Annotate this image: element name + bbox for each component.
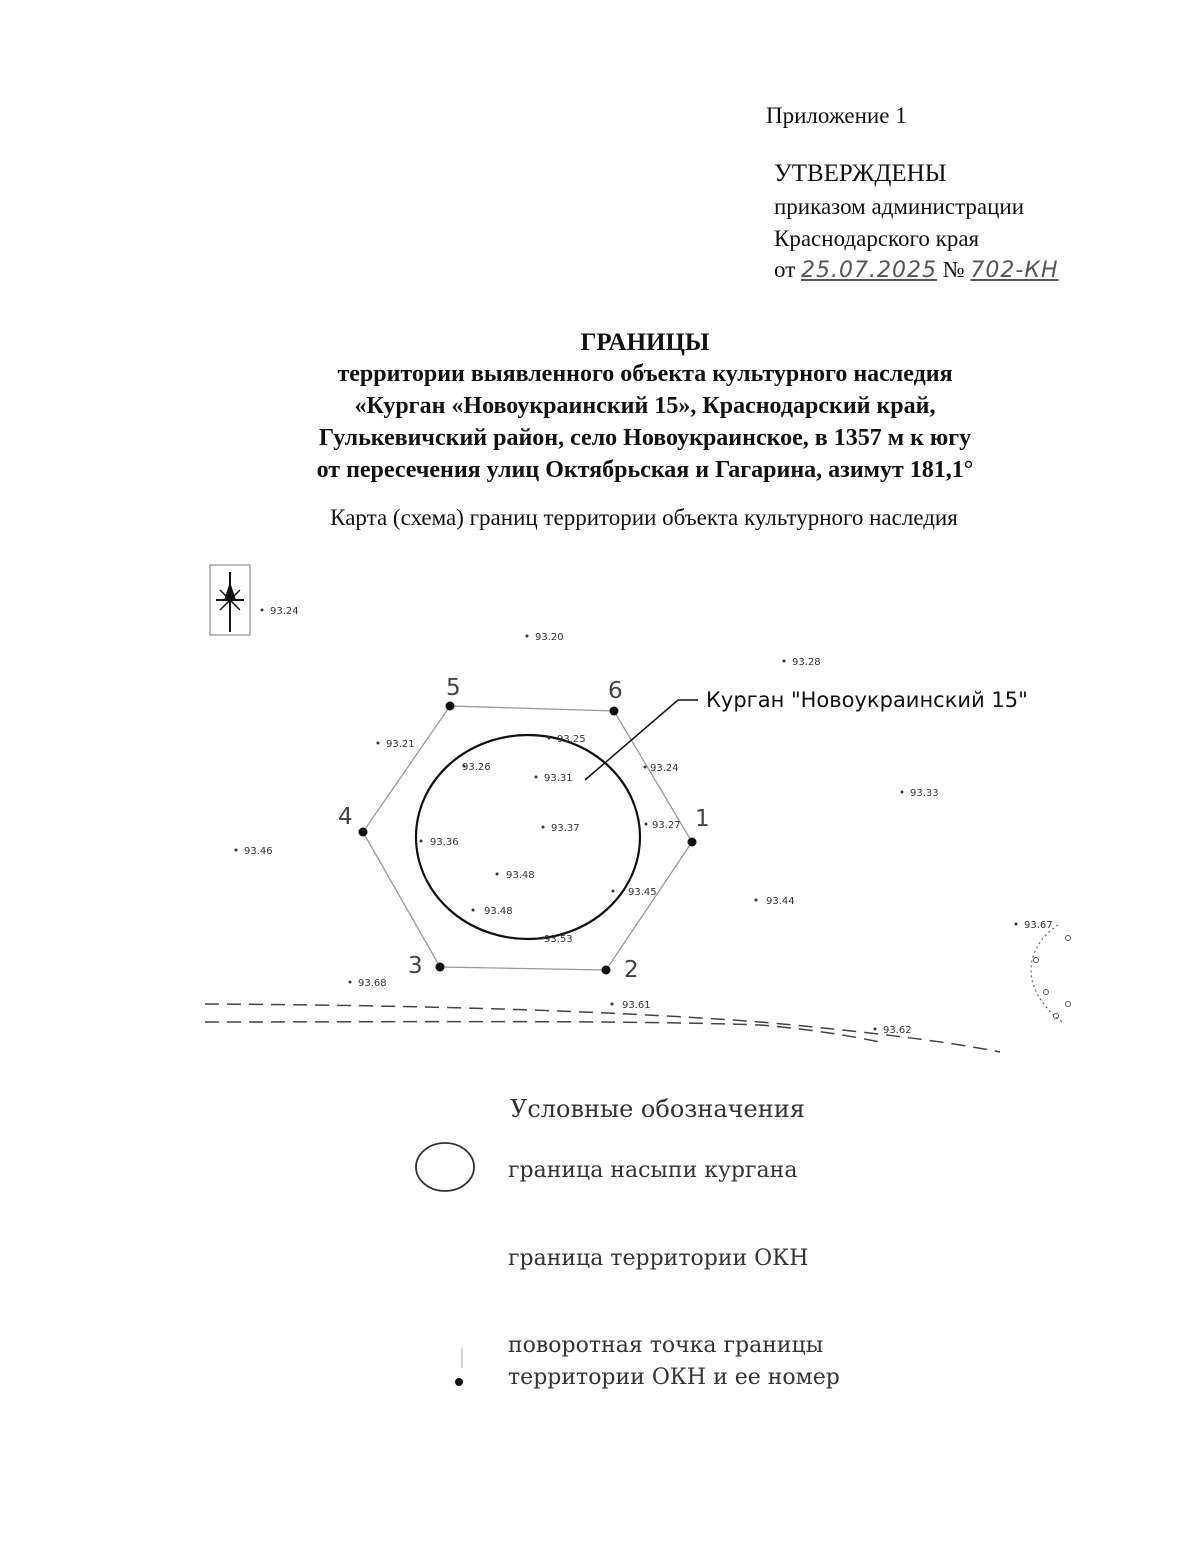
point-label-3: 3 [408,953,423,979]
order-number: 702-КН [970,257,1059,283]
road-lines [205,1004,1000,1052]
turn-point-4 [359,828,368,837]
elevation-mark: 93.25 [557,734,586,745]
turn-point-1 [688,838,697,847]
point-label-6: 6 [608,678,623,704]
point-label-4: 4 [338,804,353,830]
dotted-arc [1031,925,1062,1022]
elevation-mark: 93.48 [506,870,535,881]
approval-block [766,100,1059,286]
title-line-2: «Курган «Новоукраинский 15», Краснодарский край, [354,393,936,420]
elevation-mark: 93.46 [244,846,273,857]
point-label-2: 2 [624,957,639,983]
approved-label: УТВЕРЖДЕНЫ [774,160,947,188]
elevation-mark: 93.67 [1024,920,1053,931]
document-title [0,326,1200,487]
turn-point-2 [602,966,611,975]
turn-point-3 [436,963,445,972]
elevation-mark: 93.26 [462,762,491,773]
elevation-mark: 93.68 [358,978,387,989]
kurgan-label: Курган "Новоукраинский 15" [706,688,1028,712]
legend-turn-point-line-2: территории ОКН и ее номер [508,1364,840,1390]
point-label-5: 5 [446,675,461,701]
boundary-map [200,560,1080,1070]
elevation-mark: 93.28 [792,657,821,668]
order-date: 25.07.2025 [801,257,937,283]
elevation-mark: 93.53 [544,934,573,945]
elevation-mark: 93.61 [622,1000,651,1011]
legend-title: Условные обозначения [510,1095,805,1123]
elevation-mark: 93.62 [883,1025,912,1036]
title-line-3: Гулькевичский район, село Новоукраинское, в 1357 м к югу [318,425,972,452]
legend-mound-label: граница насыпи кургана [508,1158,798,1183]
legend-turn-point-line-1: поворотная точка границы [508,1333,824,1358]
point-label-1: 1 [695,806,710,832]
elevation-mark: 93.45 [628,887,657,898]
elevation-mark: 93.31 [544,773,573,784]
elevation-mark: 93.33 [910,788,939,799]
elevation-points [235,606,1053,1036]
from-prefix: от [774,256,796,282]
legend-mound-symbol [412,1140,478,1194]
legend-turn-point-symbol [448,1346,470,1394]
north-arrow-icon [210,565,250,635]
elevation-mark: 93.44 [766,896,795,907]
arc-circles [1034,936,1071,1019]
turn-point-6 [610,707,619,716]
map-subtitle: Карта (схема) границ территории объекта культурного наследия [330,505,958,530]
elevation-mark: 93.24 [270,606,299,617]
elevation-mark: 93.20 [535,632,564,643]
legend-territory-label: граница территории ОКН [508,1246,809,1271]
legend-turn-point-label [508,1330,840,1394]
title-heading: ГРАНИЦЫ [580,329,710,356]
elevation-mark: 93.36 [430,837,459,848]
elevation-mark: 93.48 [484,906,513,917]
elevation-mark: 93.21 [386,739,415,750]
title-line-4: от пересечения улиц Октябрьская и Гагарина, азимут 181,1° [316,456,974,483]
elevation-mark: 93.24 [650,763,679,774]
appendix-label: Приложение 1 [766,103,907,128]
number-sign: № [942,256,965,282]
elevation-mark: 93.37 [551,823,580,834]
turn-point-5 [446,702,455,711]
region-label: Краснодарского края [774,225,980,251]
elevation-mark: 93.27 [652,820,681,831]
order-label: приказом администрации [774,194,1025,220]
kurgan-leader-line [585,700,698,780]
order-date-line [774,254,1059,286]
title-line-1: территории выявленного объекта культурного наследия [337,361,953,388]
